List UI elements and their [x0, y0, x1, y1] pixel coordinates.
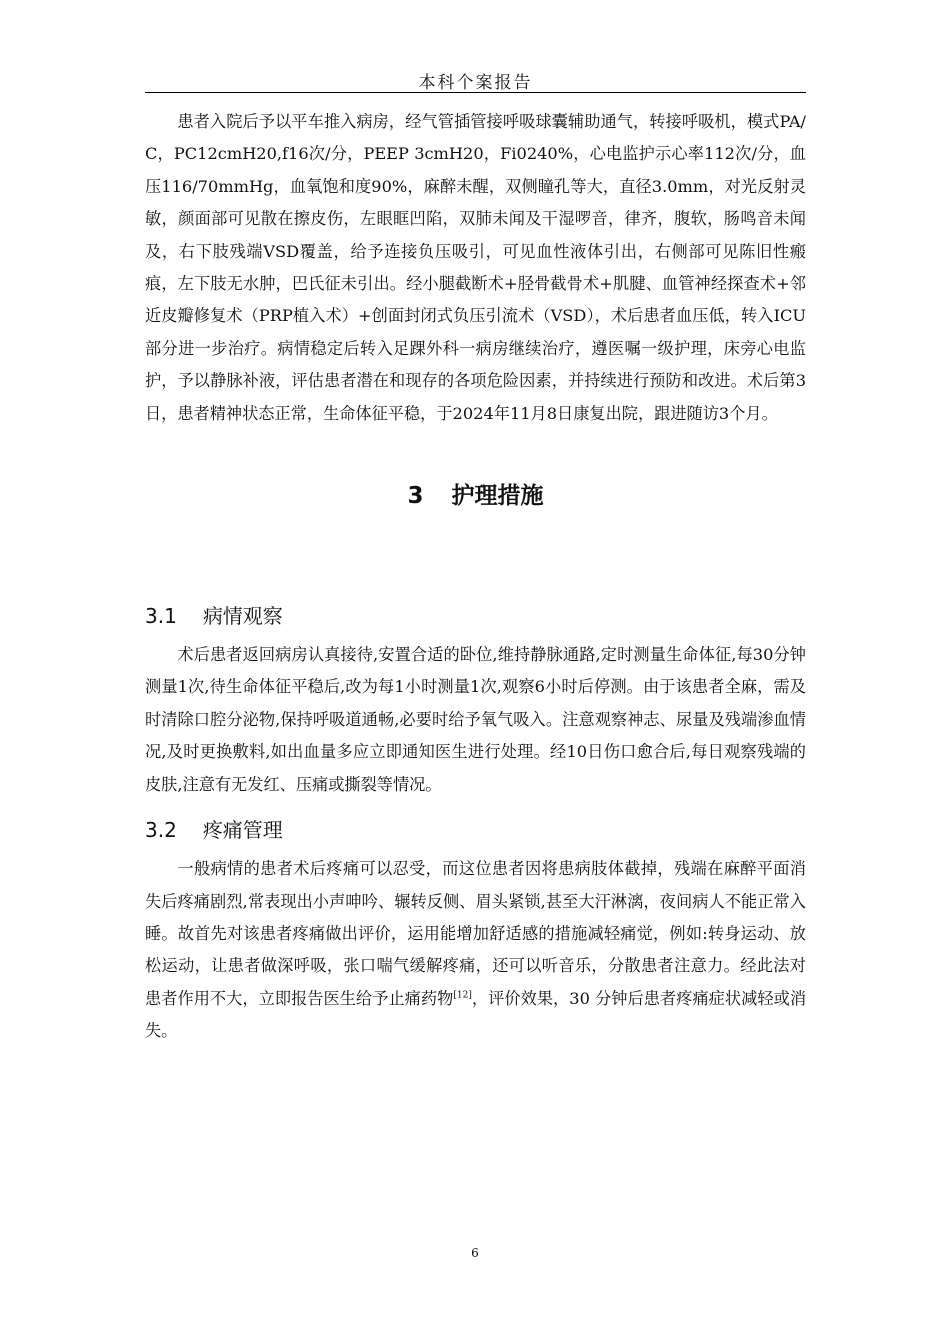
intro-paragraph: 患者入院后予以平车推入病房，经气管插管接呼吸球囊辅助通气，转接呼吸机，模式PA/C，PC12cmH20,f16次/分，PEEP 3cmH20，Fi0240%，心电监护示心率112次/分，血压116/70mmHg，血氧饱和度90%，麻醉未醒，双侧瞳孔等大，直径3.0mm，对光反射灵敏，颜面部可见散在擦皮伤，左眼眶凹陷，双肺未闻及干湿啰音，律齐，腹软，肠鸣音未闻及，右下肢残端VSD覆盖，给予连接负压吸引，可见血性液体引出，右侧部可见陈旧性瘢痕，左下肢无水肿，巴氏征未引出。经小腿截断术+胫骨截骨术+肌腱、血管神经探查术+邻近皮瓣修复术（PRP植入术）+创面封闭式负压引流术（VSD），术后患者血压低，转入ICU部分进一步治疗。病情稳定后转入足踝外科一病房继续治疗，遵医嘱一级护理，床旁心电监护，予以静脉补液，评估患者潜在和现存的各项危险因素，并持续进行预防和改进。术后第3日，患者精神状态正常，生命体征平稳，于2024年11月8日康复出院，跟进随访3个月。: [145, 112, 806, 423]
citation-reference: [12]: [453, 990, 472, 1001]
section-3-2-text: 一般病情的患者术后疼痛可以忍受，而这位患者因将患病肢体截掉，残端在麻醉平面消失后疼痛剧烈,常表现出小声呻吟、辗转反侧、眉头紧锁,甚至大汗淋漓，夜间病人不能正常入睡。故首先对该患者疼痛做出评价，运用能增加舒适感的措施减轻痛觉，例如:转身运动、放松运动，让患者做深呼吸，张口喘气缓解疼痛，还可以听音乐，分散患者注意力。经此法对患者作用不大，立即报告医生给予止痛药物: [145, 859, 806, 1008]
section-number: 3.2: [145, 818, 177, 843]
chapter-number: 3: [407, 483, 424, 510]
section-heading-3-2: [145, 813, 806, 847]
section-3-2-text-after: ，评价效果，30 分钟后患者疼痛症状减轻或消失。: [145, 988, 807, 1041]
section-3-2-paragraph: [145, 853, 806, 1047]
section-title: 病情观察: [202, 604, 283, 629]
section-3-1-paragraph: 术后患者返回病房认真接待,安置合适的卧位,维持静脉通路,定时测量生命体征,每30分钟测量1次,待生命体征平稳后,改为每1小时测量1次,观察6小时后停测。由于该患者全麻，需及时清除口腔分泌物,保持呼吸道通畅,必要时给予氧气吸入。注意观察神志、尿量及残端渗血情况,及时更换敷料,如出血量多应立即通知医生进行处理。经10日伤口愈合后,每日观察残端的皮肤,注意有无发红、压痛或撕裂等情况。: [145, 645, 806, 794]
section-heading-3-1: [145, 599, 806, 633]
page-body: [145, 106, 806, 1048]
header-rule: [145, 92, 806, 93]
section-number: 3.1: [145, 604, 177, 629]
chapter-title: 护理措施: [451, 483, 544, 510]
running-header: 本科个案报告: [418, 73, 533, 93]
page-number: 6: [471, 1246, 479, 1260]
section-title: 疼痛管理: [202, 818, 283, 843]
chapter-heading: [145, 478, 806, 514]
